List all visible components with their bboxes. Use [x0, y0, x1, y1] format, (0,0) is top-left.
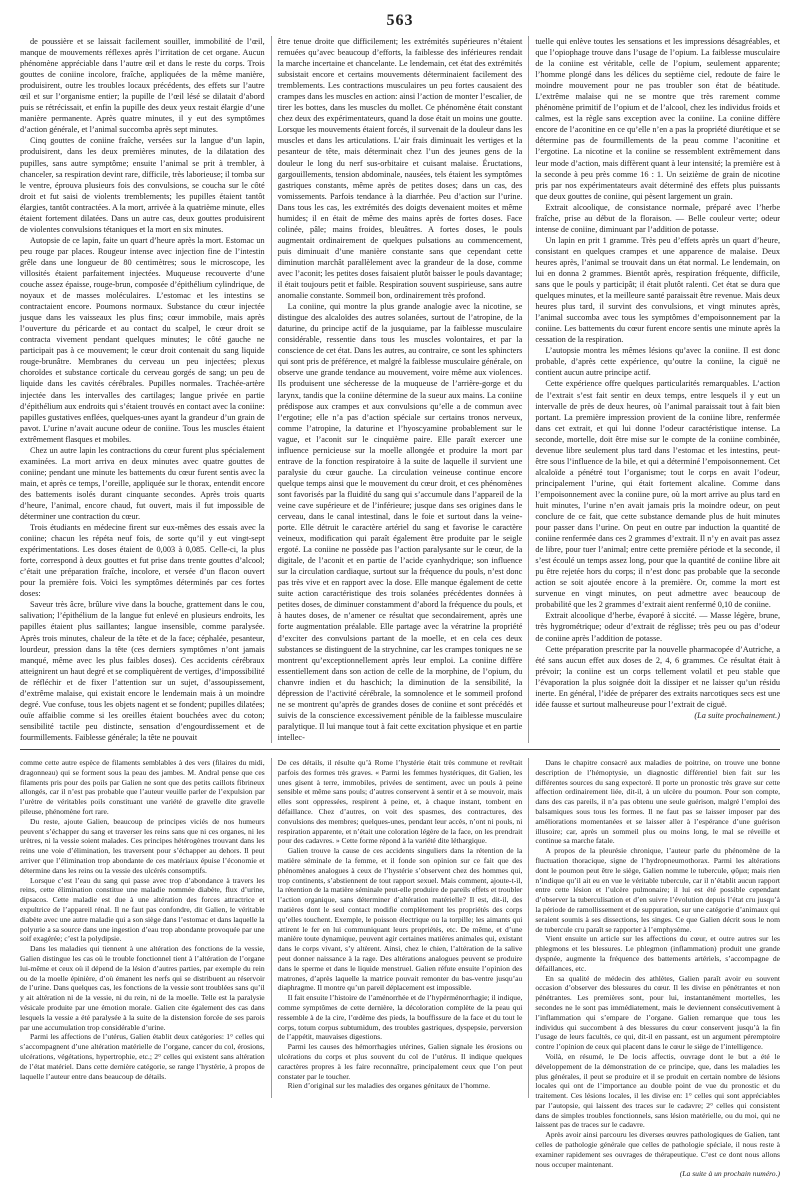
paragraph: tuelle qui enlève toutes les sensations et les impressions désagréables, et que l’opiophage trouve dans l’usage de l’opium. La faiblesse musculaire de la coniine est véritable, celle de l’opium, seulement apparente; l’homme plongé dans les délices du septième ciel, redoute de faire le moindre mouvement pour ne pas troubler son état de béatitude. L’extrême malaise qui ne se montre que très rarement comme phénomène primitif de l’opium et de l’alcool, chez les individus froids et calmes, est la règle sans exception avec la coniine. La coniine diffère encore de l’aconitine en ce qu’elle n’en a pas la propriété diurétique et se détermine pas de fourmillements de la peau comme l’aconitine et l’ergotine. La nicotine et la coniine se ressemblent extrêmement dans leur mode d’action, mais diffèrent quant à leur intensité; la première est à la seconde à peu près comme 16 : 1. Un seizième de grain de nicotine pris par nos expérimentateurs avait déterminé des effets plus puissants que deux gouttes de coniine, qui pèsent largement un grain. — [535, 37, 781, 201]
paragraph: Extrait alcoolique, de consistance normale, préparé avec l’herbe fraîche, prise au début de la floraison. — Belle couleur verte; odeur intense de coniine, diminuant par l’addition de potasse. — [535, 202, 781, 234]
paragraph: Dans le chapitre consacré aux maladies de poitrine, on trouve une bonne description de l’hémoptysie, un diagnostic différentiel bien fait sur les différentes sources du sang expectoré. Il porte un pronostic très grave sur cette affection ordinairement liée, dit-il, à un ulcère du poumon. Pour son compte, dans des cas pareils, il n’a pas obtenu une seule guérison, malgré l’emploi des balsamiques sous tous les formes. Il ne faut pas se laisser imposer par des améliorations momentanées et se laisser aller à l’espérance d’une guérison illusoire; car, après un sommeil plus ou moins long, le mal se réveille et continue sa marche fatale. — [535, 758, 781, 846]
section-divider — [20, 749, 780, 750]
paragraph: Cette préparation prescrite par la nouvelle pharmacopée d’Autriche, a été sans aucun effet aux doses de 2, 4, 6 grammes. Ce résultat était à prévoir; la coniine est un corps tellement volatil et peu stable que l’évaporation la plus soignée doit la dissiper et ne laisser qu’un résidu inerte. En général, l’idée de préparer des extraits narcotiques secs est une idée fausse et surtout malheureuse pour l’extrait de ciguë. — [535, 644, 781, 709]
bottom-column-3 — [528, 758, 781, 1179]
paragraph: Dans les maladies qui tiennent à une altération des fonctions de la vessie, Galien distingue les cas où le trouble fonctionnel tient à l’altération de l’organe lui-même et ceux où il dépend de la lésion d’autres parties, par exemple du rein ou de la moelle épinière, d’où émanent les nerfs qui se distribuent au réservoir de l’urine. Dans quelques cas, les fonctions de la vessie sont troublées sans qu’il y ait altération ni de la vessie, ni du rein, ni de la moelle. Telle est la paralysie vésicale produite par une émotion morale. Galien cite également des cas dans lesquels la vessie a été paralysée à la suite de la distension forcée de ses parois par une accumulation trop considérable d’urine. — [20, 944, 265, 1032]
paragraph: Après avoir ainsi parcouru les diverses œuvres pathologiques de Galien, tant celles de pathologie générale que celles de pathologie spéciale, il nous reste à examiner rapidement ses ouvrages de thérapeutique. C’est ce dont nous allons nous occuper maintenant. — [535, 1130, 781, 1169]
paragraph: Voilà, en résumé, le De locis affectis, ouvrage dont le but a été le développement de la démonstration de ce principe, que, dans les maladies les plus générales, il peut se produire et il se produit en certain nombre de lésions locales qui ont de l’importance au double point de vue du pronostic et du traitement. Ces lésions locales, il les divise en: 1° celles qui sont appréciables par l’autopsie, qui laissent des traces sur le cadavre; 2° celles qui consistent dans de simples troubles fonctionnels, sans lésion matérielle, ou du moi, qui ne laissent pas de traces sur le cadavre. — [535, 1051, 781, 1130]
paragraph: A propos de la pleurésie chronique, l’auteur parle du phénomène de la fluctuation thoracique, signe de l’hydropneumothorax. Parmi les altérations dont le poumon peut être le siège, Galien nomme le tubercule, φῦμα; mais rien n’indique qu’il ait eu en vue le véritable tubercule, car il n’établit aucun rapport entre cette lésion et l’ulcère pulmonaire; il lui est été possible cependant d’observer la tuberculisation et d’en suivre l’évolution depuis l’état cru jusqu’à la période de ramollissement et de suppuration, sur une catégorie d’animaux qui seraient soumis à ses dissections, les singes. Ce que Galien décrit sous le nom de tubercule cru paraît se rapporter à l’emphysème. — [535, 846, 781, 934]
paragraph: Saveur très âcre, brûlure vive dans la bouche, grattement dans le cou, salivation; l’épithélium de la langue fut enlevé en plusieurs endroits, les papilles étaient plus saillantes; langue insensible, comme paralysée. Après trois minutes, chaleur de la tête et de la face; céphalée, pesanteur, lourdeur, pression dans la tête (ces derniers symptômes n’ont jamais manqué, même avec les plus faibles doses). Ces accidents cérébraux atteignirent un haut degré et se compliquèrent de vertiges, d’impossibilité de réfléchir et de fixer l’attention sur un sujet, d’assoupissement, d’extrême malaise, qui existait encore le lendemain mais à un moindre degré. Vue confuse, tous les objets nagent et se fondent; pupilles dilatées; ouïe affaiblie comme si les oreilles étaient bouchées avec du coton; sensibilité tactile peu distincte, sensation d’engourdissement et de fourmillements. Faiblesse générale; la tête ne pouvait — [20, 600, 265, 742]
paragraph: Autopsie de ce lapin, faite un quart d’heure après la mort. Estomac un peu rouge par places. Rougeur intense avec injection fine de l’intestin grêle dans une longueur de 80 centimètres; sous le microscope, les villosités étaient parfaitement injectées. Muqueuse recouverte d’une couche assez épaisse, rouge-brun, composée d’épithélium cylindrique, de noyaux et de masses moléculaires. L’estomac et les intestins se contractaient encore. Poumons normaux. Substance du cœur injectée jusque dans les vaisseaux les plus fins; cœur immobile, mais après l’ouverture du péricarde et au contact du scalpel, le cœur droit se contracta vivement pendant quelques minutes; le côté gauche ne participait pas à ce mouvement; le cœur droit contenait du sang liquide rouge-brunâtre. Membranes du cerveau un peu injectées; plexus choroïdes et substance corticale du cerveau gorgés de sang; un peu de liquide dans les cavités cérébrales. Pupilles normales. Trachée-artère injectée dans les intervalles des cartilages; langue privée en partie d’épithélium aux endroits qui s’étaient trouvés en contact avec la coniine: papilles gustatives enflées, quelques-unes ayant la grandeur d’un grain de pavot. L’urine n’avait aucune odeur de coniine. Tous les muscles étaient extrêmement flasques et mobiles. — [20, 235, 265, 444]
paragraph: Du reste, ajoute Galien, beaucoup de principes viciés de nos humeurs peuvent s’échapper du sang et traverser les reins sans que ni ces organes, ni les urètres, ni la vessie soient malades. Ces principes hétérogènes trouvant dans les reins une voie d’élimination, les traversent pour s’échapper au dehors. Il peut arriver que l’élimination trop abondante de ces matériaux épuise l’économie et détermine dans les reins ou la vessie des ulcérés consomptifs. — [20, 816, 265, 875]
paragraph: Galien trouve la cause de ces accidents singuliers dans la rétention de la matière séminale de la femme, et il fonde son opinion sur ce fait que des phénomènes analogues à ceux de l’hystérie s’observent chez des hommes qui, trop continents, s’abstiennent de tout rapport sexuel. Mais comment, ajoute-t-il, la rétention de la matière séminale peut-elle produire de pareils effets et troubler l’action organique, sans déterminer d’altération matérielle? Il est, dit-il, des matières dont le seul contact modifie complètement les propriétés des corps qu’elles touchent. Exemple, le poisson électrique ou la torpille; les aimants qui attirent le fer en lui communiquant leurs propriétés, etc. De même, et d’une manière toute dynamique, peuvent agir certaines matières animales qui, existant dans le corps vivant, s’y altèrent. Ainsi, chez le chien, l’altération de la salive peut donner naissance à la rage. Des altérations analogues peuvent se produire dans le sperme et dans le liquide menstruel. Galien réfute ensuite l’opinion des matrones, d’après laquelle la matrice pouvait remonter du bas-ventre jusqu’au diaphragme. Il montre qu’un pareil déplacement est impossible. — [277, 846, 523, 993]
paragraph: Chez un autre lapin les contractions du cœur furent plus spécialement examinées. La mort arriva en deux minutes avec quatre gouttes de coniine; pendant une minute les battements du cœur furent sentis avec la main, et après ce temps, l’oreille, appliquée sur le thorax, entendit encore des battements isolés durant cinquante secondes. Après trois quarts d’heure, l’animal, encore chaud, fut ouvert, mais il fut impossible de déterminer une contraction du cœur. — [20, 445, 265, 522]
bottom-section — [20, 758, 781, 1179]
paragraph: Trois étudiants en médecine firent sur eux-mêmes des essais avec la coniine; chacun les répéta neuf fois, de sorte qu’il y eut vingt-sept expérimentations. Les doses étaient de 0,003 à 0,085. Celle-ci, la plus forte, correspond à deux gouttes et fut prise dans trente gouttes d’alcool; c’était une préparation fraîche, incolore, et versée d’un flacon ouvert pour la première fois. Voici les symptômes déterminés par ces fortes doses: — [20, 523, 265, 599]
paragraph: Vient ensuite un article sur les affections du cœur, et outre autres sur les phlegmons et les blessures. Le phlegmon (inflammation) produit une grande dyspnée, augmente la fréquence des battements artériels, s’accompagne de défaillances, etc. — [535, 934, 781, 973]
paragraph: Cette expérience offre quelques particularités remarquables. L’action de l’extrait s’est fait sentir en deux temps, entre lesquels il y eut un intervalle de près de deux heures, où l’animal paraissait tout à fait bien portant. La première impression provient de la coniine libre, renfermée dans cet extrait, et qui lui donne l’odeur caractéristique intense. La seconde, mortelle, doit être mise sur le compte de la coniine combinée, devenue libre seulement plus tard dans l’estomac et les intestins, peut-être sous l’influence de la bile, et qui a déterminé l’empoisonnement. Cet alcaloïde a pénétré tout l’organisme; tout le corps en avait l’odeur, principalement l’urine, qui était fortement alcaline. Comme dans l’empoisonnement avec la coniine pure, où la mort arrive au plus tard en huit minutes, l’urine n’en avait jamais pris la moindre odeur, on peut conclure de ce fait, que cette substance demande plus de huit minutes pour passer dans l’urine. On peut en outre par induction la quantité de coniine renfermée dans ces 2 grammes d’extrait. Il n’y en avait pas assez de libre, pour tuer l’animal; entre cette première période et la seconde, il s’est écoulé un temps assez long, pour que la quantité de coniine libre ait pu être rejetée hors du corps; il n’est donc pas probable que la seconde action se soit ajoutée encore à la première. Or, comme la mort est survenue en vingt minutes, on peut admettre avec beaucoup de probabilité que les 2 grammes d’extrait aient renfermé 0,10 de coniine. — [535, 379, 781, 610]
top-section — [20, 36, 780, 743]
paragraph: Cinq gouttes de coniine fraîche, versées sur la langue d’un lapin, produisirent, dans les deux premières minutes, de la dilatation des pupilles, sans autre symptôme; ensuite l’animal se prit à trembler, à chanceler, sa respiration devint rare, difficile, très laborieuse; il tomba sur le ventre, éprouva plusieurs fois des convulsions, se coucha sur le côté droit et fut saisi de violents tremblements; les pupilles étaient tantôt élargies, tantôt contractées. A la mort, arrivée à la quatrième minute, elles étaient fortement dilatées. Dans un autre cas, deux gouttes produisirent de violentes convulsions tétaniques et la mort en six minutes. — [20, 136, 265, 234]
paragraph: Extrait alcoolique d’herbe, évaporé à siccité. — Masse légère, brune, très hygrométrique; odeur d’extrait de réglisse; très peu ou pas d’odeur de coniine après l’addition de potasse. — [535, 611, 781, 643]
paragraph: La coniine, qui montre la plus grande analogie avec la nicotine, se distingue des alcaloïdes des autres solanées, surtout de l’atropine, de la daturine, du principe actif de la jusquiame, par la faiblesse musculaire considérable, ressentie dans tous les muscles volontaires, et par la conscience de cet état. Dans les autres, au contraire, ce sont les sphincters qui sont pris de préférence, et malgré la faiblesse musculaire générale, on observe une grande tendance au mouvement, voire même aux violences. Ils produisent une sécheresse de la muqueuse de l’arrière-gorge et du larynx, tandis que la coniine détermine de la sueur aux mains. La coniine prédispose aux crampes et aux convulsions qu’elle a de commun avec l’ergotine; elle n’a pas d’action spéciale sur certains tronos nerveux, comme l’atropine, la daturine et l’hyoscyamine probablement sur le vague, et l’aconit sur le cinquième paire. Elle paraît exercer une influence pernicieuse sur la moelle allongée et produire la mort par entrave de la fonction respiratoire à la suite de laquelle il survient une paralysie du cœur gauche. La circulation veineuse continue encore quelque temps ainsi que le mouvement du cœur droit, et ces phénomènes sont favorisés par la fluidité du sang qui s’accumule dans l’appareil de la veine cave supérieure et de l’inférieure; jusque dans ses origines dans le cerveau, dans le canal intestinal, dans le foie et surtout dans la veine-porte. Elle détruit le caractère artériel du sang et favorise le caractère veineux, modification qui paraît également être produite par le seigle ergoté. La coniine ne possède pas l’action paralysante sur le cœur, de la digitale, de l’aconit et en partie de l’acide cyanhydrique; son influence sur la circulation cardiaque, surtout sur la fréquence du pouls, n’est donc pas très vive et en rapport avec la dose. Elle manque également de cette suite action caractéristique des trois solanées précédentes données à petites doses, de diminuer constamment d’abord la fréquence du pouls, et à hautes doses, de n’amener ce résultat que secondairement, après une forte augmentation préalable. Elle partage avec la vératrine la propriété d’exciter des convulsions partant de la moelle, et en cela ces deux substances se distinguent de la strychnine, car les crampes toniques ne se montrent qu’exceptionnellement après leur emploi. La coniine diffère essentiellement dans son action de celle de la morphine, de l’opium, du chanvre indien et du haschich; la diminution de la sensibilité, la dépression de l’activité cérébrale, la somnolence et le sommeil profond ne se montrent qu’après de grandes doses de coniine et sont précédés et suivis de la conscience excessivement pénible de la faiblesse musculaire paralytique. Il lui manque tout à fait cette excitation physique et en partie intellec- — [277, 302, 523, 742]
top-column-1 — [20, 36, 265, 743]
page-number: 563 — [386, 12, 414, 29]
paragraph: Il fait ensuite l’histoire de l’aménorrhée et de l’hypérménorrhagie; il indique, comme symptômes de cette dernière, la décoloration complète de la peau qui ressemble à de la cire, l’œdème des pieds, la bouffissure de la face et du tout le corps, totum corpus subtumidum, des troubles gastriques, dyspepsie, perversion de l’appétit, mauvaises digestions. — [277, 993, 523, 1042]
paragraph: L’autopsie montra les mêmes lésions qu’avec la coniine. Il est donc probable, d’après cette expérience, qu’outre la coniine, la ciguë ne contient aucun autre principe actif. — [535, 346, 781, 378]
continuation-note: (La suite prochainement.) — [694, 710, 781, 720]
top-column-2 — [271, 36, 523, 743]
paragraph: De ces détails, il résulte qu’à Rome l’hystérie était très commune et revêtait parfois des formes très graves. « Parmi les femmes hystériques, dit Galien, les unes gisent à terre, immobiles, privées de sentiment, avec un pouls à peine sensible et même sans pouls; d’autres conservent à sentir et à se mouvoir, mais elles sont oppressées, respirent à peine, et, à chaque instant, tombent en défaillance. Chez d’autres, on voit des spasmes, des contractures, des convulsions des membres; quelques-unes, pendant leur accès, n’ont ni pouls, ni respiration apparente, et n’était une coloration légère de la face, on les prendrait pour des cadavres. » Cette forme répond à la variété dite léthargique. — [277, 758, 523, 846]
paragraph: En sa qualité de médecin des athlètes, Galien paraît avoir eu souvent occasion d’observer des blessures du cœur. Il les divise en pénétrantes et non pénétrantes. Les premières sont, pour lui, instantanément mortelles, les secondes ne le sont pas immédiatement, mais le deviennent consécutivement à l’inflammation qui s’empare de l’organe. Galien remarque que tous les individus qui succombent à des blessures du cœur conservent jusqu’à la fin l’usage de leurs facultés, ce qui, dit-il en passant, est un argument péremptoire contre l’opinion de ceux qui placent dans le cœur le siège de l’intelligence. — [535, 973, 781, 1052]
continuation-note: (La suite à un prochain numéro.) — [679, 1169, 781, 1179]
paragraph: Lorsque c’est l’eau du sang qui passe avec trop d’abondance à travers les reins, cette élimination constitue une maladie nommée diabète, flux d’urine, dipsacos. Cette maladie est due à une altération des forces attractrice et expultrice de l’appareil rénal. Il ne faut pas confondre, dit Galien, le véritable diabète avec une autre maladie qui a son siège dans l’estomac et dans laquelle la polyurie a sa source dans une ingestion d’eau trop abondante provoquée par une soif exagérée; c’est la polydipsie. — [20, 875, 265, 944]
paragraph: comme cette autre espèce de filaments semblables à des vers (filaires du midi, dragonneau) qui se forment sous la peau des jambes. M. Andral pense que ces filaments pris pour des poils par Galien ne sont que des petits caillots fibrineux allongés, car il n’est pas probable que l’auteur veuille parler de l’expulsion par l’urètre de véritables poils constituant une variété de gravelle dite gravelle pileuse, phénomène fort rare. — [20, 758, 265, 816]
paragraph: Parmi les affections de l’utérus, Galien établit deux catégories: 1° celles qui s’accompagnent d’une altération matérielle de l’organe, cancer du col, érosions, ulcérations, végétations, hypertrophie, etc.; 2° celles qui existent sans altération de l’état matériel. Dans cette dernière catégorie, se range l’hystérie, à propos de laquelle l’auteur entre dans beaucoup de détails. — [20, 1032, 265, 1081]
paragraph: Rien d’original sur les maladies des organes génitaux de l’homme. — [287, 1081, 490, 1091]
paragraph: Parmi les causes des hémorrhagies utérines, Galien signale les érosions ou ulcérations du corps et plus souvent du col de l’utérus. Il indique quelques caractères propres à les faire reconnaître, principalement ceux que l’on peut constater par le toucher. — [277, 1042, 523, 1081]
top-column-3 — [528, 36, 780, 743]
paragraph: de poussière et se laissait facilement souiller, immobilité de l’œil, manque de mouvements réflexes après l’irritation de cet organe. Aucun phénomène appréciable dans l’autre œil et dans le reste du corps. Trois gouttes de coniine incolore, fraîche, appliquées de la même manière, produisirent, outre les troubles locaux précédents, des effets sur l’autre œil et sur l’organisme entier; la pupille de l’œil lésé se dilatait d’abord puis se rétrécissait, et enfin la pupille des deux yeux restait élargie d’une manière permanente. Après quatre minutes, il y eut des symptômes d’action générale, et l’animal succomba après sept minutes. — [20, 37, 265, 135]
bottom-column-2 — [271, 758, 523, 1098]
paragraph: Un lapin en prit 1 gramme. Très peu d’effets après un quart d’heure, consistant en quelques crampes et une apparence de malaise. Deux heures après, l’animal se trouvait dans un état normal. Le lendemain, on lui en donna 2 grammes. Bientôt après, respiration fréquente, difficile, sans que le pouls y participât; il était plutôt ralenti. Cet état se dura que quelques minutes, et la meilleure santé paraissait être revenue. Mais deux heures plus tard, il survint des convulsions, et vingt minutes après, l’animal succomba avec tous les symptômes d’empoisonnement par la coniine. Les battements du cœur furent encore sentis une minute après la cessation de la respiration. — [535, 235, 781, 345]
paragraph: être tenue droite que difficilement; les extrémités supérieures n’étaient remuées qu’avec beaucoup d’efforts, la faiblesse des inférieures rendait la marche incertaine et chancelante. Le lendemain, cet état des extrémités subsistait encore et certains mouvements déterminaient facilement des tremblements. Les contractions musculaires un peu fortes causaient des crampes dans les muscles en action: ainsi l’action de monter l’escalier, de tirer les bottes, dans les muscles du mollet. Ce phénomène était constant chez deux des expérimentateurs, quand la dose était un moins une goutte. Lorsque les mouvements étaient forcés, il survenait de la douleur dans les muscles et dans les articulations. L’air frais diminuait les vertiges et la pesanteur de tête, mais déterminait chez l’un des jeunes gens de la douleur le long du nerf sus-orbitaire et cuisant malaise. Éructations, gargouillements, tension abdominale, nausées, tels étaient les symptômes gastriques constants, même après de petites doses; dans un cas, des vomissements. Parfois tendance à la diarrhée. Peu d’action sur l’urine. Dans tous les cas, les extrémités des doigts devenaient moites et même humides; il en était de même des mains après de fortes doses. Face colinée, pâle; mains froides, bleuâtres. A fortes doses, le pouls augmentait ordinairement de quelques pulsations au commencement, puis diminuait d’une manière constante sans que cependant cette diminution marchât parallèlement avec la grandeur de la dose, comme avec l’aconit; les petites doses faisaient plutôt baisser le pouls davantage; il était toujours petit et faible. Respiration souvent suspirieuse, sans autre anomalie constante. Sommeil bon, ordinairement très profond. — [277, 37, 523, 301]
bottom-column-1 — [20, 758, 265, 1098]
